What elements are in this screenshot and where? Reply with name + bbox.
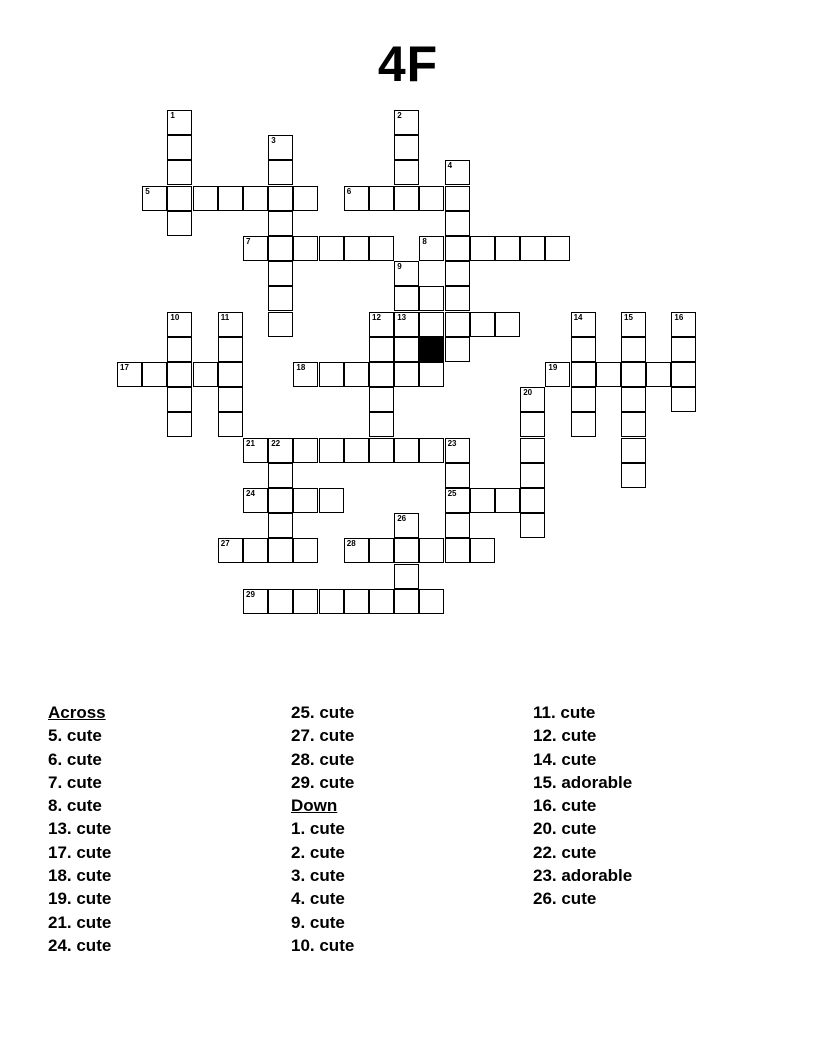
clue-number: 12: [372, 312, 381, 322]
clue-item: 28. cute: [291, 749, 355, 769]
grid-cell[interactable]: [445, 312, 470, 337]
grid-cell[interactable]: [419, 538, 444, 563]
grid-cell[interactable]: [470, 488, 495, 513]
clue-column-2: [291, 701, 531, 957]
clue-number: 27: [220, 539, 230, 549]
grid-cell[interactable]: [369, 312, 394, 337]
clue-item: 10. cute: [291, 935, 355, 955]
clue-item: 26. cute: [533, 889, 597, 909]
grid-cell[interactable]: [218, 538, 243, 563]
clue-item: 5. cute: [48, 726, 102, 746]
grid-cell[interactable]: [394, 337, 419, 362]
grid-cell[interactable]: [394, 261, 419, 286]
grid-cell[interactable]: [621, 463, 646, 488]
grid-cell[interactable]: [319, 236, 344, 261]
grid-cell[interactable]: [218, 337, 243, 362]
grid-cell[interactable]: [218, 312, 243, 337]
grid-cell[interactable]: [243, 538, 268, 563]
grid-cell[interactable]: [394, 513, 419, 538]
grid-cell[interactable]: [344, 538, 369, 563]
grid-cell[interactable]: [268, 538, 293, 563]
grid-cell[interactable]: [167, 312, 192, 337]
grid-cell[interactable]: [167, 135, 192, 160]
grid-cell[interactable]: [470, 312, 495, 337]
puzzle-title: 4F: [377, 36, 439, 92]
grid-cell[interactable]: [243, 589, 268, 614]
clue-item: 27. cute: [291, 726, 355, 746]
grid-cell[interactable]: [167, 337, 192, 362]
grid-cell[interactable]: [571, 337, 596, 362]
grid-cell[interactable]: [243, 438, 268, 463]
clue-number: 25: [447, 489, 457, 498]
clue-item: 23. adorable: [533, 866, 633, 886]
grid-cell[interactable]: [142, 186, 167, 211]
grid-cell[interactable]: [218, 362, 243, 387]
grid-cell[interactable]: [419, 438, 444, 463]
grid-cell[interactable]: [268, 286, 293, 311]
grid-cell[interactable]: [445, 236, 470, 261]
grid-cell[interactable]: [419, 362, 444, 387]
clue-item: 15. adorable: [533, 772, 633, 792]
grid-cell[interactable]: [445, 211, 470, 236]
clue-item: 7. cute: [48, 772, 102, 792]
grid-cell[interactable]: [218, 186, 243, 211]
grid-cell[interactable]: [571, 387, 596, 412]
clue-item: 1. cute: [291, 819, 345, 839]
grid-cell[interactable]: [394, 186, 419, 211]
clue-item: 19. cute: [48, 889, 112, 909]
grid-cell[interactable]: [167, 186, 192, 211]
clue-number: 5: [145, 186, 150, 196]
clue-number: 10: [170, 312, 180, 322]
grid-cell[interactable]: [419, 186, 444, 211]
clue-number: 9: [397, 262, 402, 272]
grid-cell[interactable]: [445, 186, 470, 211]
grid-cell[interactable]: [671, 312, 696, 337]
grid-cell[interactable]: [293, 438, 318, 463]
grid-cell[interactable]: [319, 438, 344, 463]
grid-cell[interactable]: [268, 312, 293, 337]
clue-item: 3. cute: [291, 866, 345, 886]
grid-cell[interactable]: [671, 337, 696, 362]
clue-item: 11. cute: [533, 703, 596, 722]
grid-cell[interactable]: [268, 236, 293, 261]
grid-cell[interactable]: [167, 412, 192, 437]
grid-cell[interactable]: [621, 387, 646, 412]
clue-number: 2: [397, 111, 402, 120]
grid-cell[interactable]: [495, 488, 520, 513]
grid-cell[interactable]: [369, 362, 394, 387]
grid-cell[interactable]: [520, 387, 545, 412]
clue-number: 23: [447, 438, 457, 448]
grid-cell[interactable]: [369, 186, 394, 211]
grid-cell[interactable]: [369, 387, 394, 412]
grid-cell[interactable]: [369, 589, 394, 614]
grid-cell[interactable]: [445, 160, 470, 185]
grid-cell[interactable]: [369, 538, 394, 563]
grid-cell[interactable]: [470, 538, 495, 563]
grid-cell[interactable]: [268, 488, 293, 513]
grid-cell[interactable]: [445, 337, 470, 362]
clue-number: 20: [523, 388, 533, 398]
clue-item: 20. cute: [533, 819, 597, 839]
grid-cell[interactable]: [117, 362, 142, 387]
grid-cell[interactable]: [445, 286, 470, 311]
grid-cell[interactable]: [621, 312, 646, 337]
grid-cell[interactable]: [394, 110, 419, 135]
grid-cell[interactable]: [545, 362, 570, 387]
grid-cell[interactable]: [218, 387, 243, 412]
grid-cell[interactable]: [344, 362, 369, 387]
grid-cell[interactable]: [671, 362, 696, 387]
grid-cell[interactable]: [445, 438, 470, 463]
grid-cell[interactable]: [470, 236, 495, 261]
clue-item: 22. cute: [533, 842, 597, 862]
grid-cell[interactable]: [167, 110, 192, 135]
clue-number: 14: [573, 312, 583, 322]
grid-cell[interactable]: [344, 186, 369, 211]
grid-cell[interactable]: [571, 362, 596, 387]
clue-item: 4. cute: [291, 889, 345, 909]
grid-cell[interactable]: [445, 513, 470, 538]
clue-item: 24. cute: [48, 935, 112, 955]
clue-item: 14. cute: [533, 749, 597, 769]
clue-number: 3: [271, 136, 276, 146]
clue-number: 16: [674, 312, 684, 322]
grid-cell[interactable]: [293, 186, 318, 211]
grid-cell[interactable]: [243, 488, 268, 513]
grid-cell[interactable]: [394, 589, 419, 614]
grid-cell[interactable]: [419, 312, 444, 337]
grid-cell[interactable]: [268, 589, 293, 614]
grid-cell[interactable]: [268, 463, 293, 488]
clue-item: 18. cute: [48, 866, 112, 886]
clue-number: 26: [397, 514, 407, 524]
grid-cell[interactable]: [167, 362, 192, 387]
grid-cell[interactable]: [243, 186, 268, 211]
grid-cell[interactable]: [293, 538, 318, 563]
clue-item: 12. cute: [533, 726, 597, 746]
grid-cell[interactable]: [621, 362, 646, 387]
grid-cell[interactable]: [520, 412, 545, 437]
grid-cell[interactable]: [394, 160, 419, 185]
grid-cell[interactable]: [344, 589, 369, 614]
clue-item: 2. cute: [291, 842, 345, 862]
grid-cell[interactable]: [596, 362, 621, 387]
grid-cell[interactable]: [419, 589, 444, 614]
grid-cell[interactable]: [394, 538, 419, 563]
grid-cell[interactable]: [268, 186, 293, 211]
grid-cell[interactable]: [167, 160, 192, 185]
grid-cell[interactable]: [369, 438, 394, 463]
grid-cell[interactable]: [520, 236, 545, 261]
grid-cell[interactable]: [369, 412, 394, 437]
grid-cell[interactable]: [293, 589, 318, 614]
clue-number: 18: [296, 363, 306, 372]
clue-item: 8. cute: [48, 796, 102, 816]
grid-cell[interactable]: [394, 362, 419, 387]
grid-cell[interactable]: [268, 513, 293, 538]
grid-cell[interactable]: [520, 463, 545, 488]
clue-item: 9. cute: [291, 912, 345, 932]
clue-number: 7: [246, 237, 251, 246]
clue-number: 24: [246, 489, 255, 498]
grid-cell[interactable]: [419, 236, 444, 261]
grid-cell[interactable]: [394, 286, 419, 311]
grid-cell[interactable]: [293, 488, 318, 513]
clue-number: 28: [346, 539, 356, 549]
clue-item: 17. cute: [48, 842, 112, 862]
clue-number: 15: [624, 312, 633, 322]
clue-number: 19: [548, 363, 558, 372]
clue-column-3: [533, 701, 773, 911]
clue-item: 25. cute: [291, 703, 355, 722]
grid-cell[interactable]: [445, 261, 470, 286]
clue-item: 6. cute: [48, 749, 102, 769]
clue-number: 13: [397, 312, 407, 322]
grid-cell[interactable]: [520, 438, 545, 463]
grid-cell[interactable]: [394, 135, 419, 160]
grid-cell[interactable]: [394, 312, 419, 337]
clue-number: 21: [246, 438, 255, 448]
grid-cell[interactable]: [571, 412, 596, 437]
clue-number: 11: [220, 312, 230, 322]
grid-cell[interactable]: [394, 564, 419, 589]
grid-cell[interactable]: [344, 236, 369, 261]
clue-number: 4: [447, 161, 453, 171]
grid-cell[interactable]: [545, 236, 570, 261]
clue-item: 21. cute: [48, 912, 112, 932]
grid-cell[interactable]: [268, 211, 293, 236]
grid-cell[interactable]: [419, 286, 444, 311]
grid-cell-black: [419, 337, 444, 362]
clue-item: 29. cute: [291, 772, 355, 792]
grid-cell[interactable]: [621, 337, 646, 362]
grid-cell[interactable]: [293, 236, 318, 261]
grid-cell[interactable]: [646, 362, 671, 387]
grid-cell[interactable]: [193, 362, 218, 387]
grid-cell[interactable]: [495, 236, 520, 261]
grid-cell[interactable]: [621, 412, 646, 437]
grid-cell[interactable]: [445, 488, 470, 513]
grid-cell[interactable]: [571, 312, 596, 337]
grid-cell[interactable]: [520, 513, 545, 538]
grid-cell[interactable]: [319, 488, 344, 513]
grid-cell[interactable]: [394, 438, 419, 463]
clue-item: 13. cute: [48, 819, 112, 839]
grid-cell[interactable]: [293, 362, 318, 387]
grid-cell[interactable]: [218, 412, 243, 437]
clue-column-1: [48, 701, 288, 957]
clue-number: 1: [170, 111, 175, 120]
grid-cell[interactable]: [193, 186, 218, 211]
clue-number: 17: [120, 363, 129, 372]
grid-cell[interactable]: [445, 463, 470, 488]
clue-item: 16. cute: [533, 796, 597, 816]
grid-cell[interactable]: [671, 387, 696, 412]
down-heading: Down: [291, 796, 338, 816]
grid-cell[interactable]: [445, 538, 470, 563]
grid-cell[interactable]: [319, 362, 344, 387]
grid-cell[interactable]: [268, 160, 293, 185]
clue-number: 22: [271, 438, 281, 448]
grid-cell[interactable]: [344, 438, 369, 463]
grid-cell[interactable]: [268, 135, 293, 160]
grid-cell[interactable]: [319, 589, 344, 614]
grid-cell[interactable]: [268, 261, 293, 286]
grid-cell[interactable]: [369, 337, 394, 362]
clue-number: 29: [246, 589, 255, 599]
grid-cell[interactable]: [369, 236, 394, 261]
grid-cell[interactable]: [167, 211, 192, 236]
grid-cell[interactable]: [243, 236, 268, 261]
grid-cell[interactable]: [520, 488, 545, 513]
grid-cell[interactable]: [268, 438, 293, 463]
grid-cell[interactable]: [495, 312, 520, 337]
clue-number: 8: [422, 237, 427, 246]
clue-number: 6: [346, 186, 352, 196]
across-heading: Across: [48, 703, 106, 722]
grid-cell[interactable]: [142, 362, 167, 387]
grid-cell[interactable]: [167, 387, 192, 412]
grid-cell[interactable]: [621, 438, 646, 463]
